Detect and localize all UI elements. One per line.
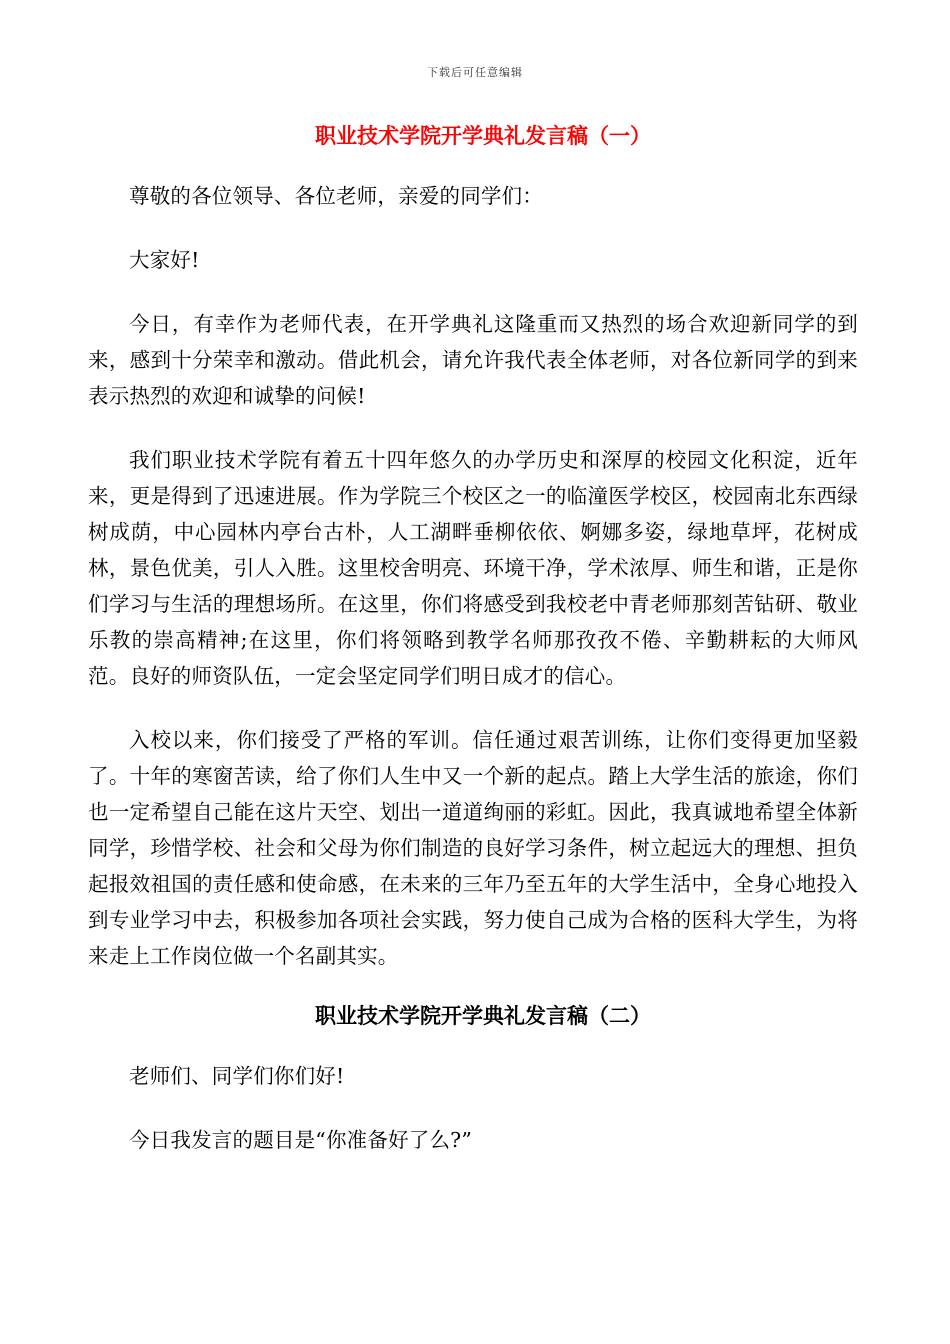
section1-salutation: 尊敬的各位领导、各位老师，亲爱的同学们：: [129, 184, 543, 208]
section2-greeting: 老师们、同学们你们好!: [129, 1064, 345, 1088]
section2-topic: 今日我发言的题目是“你准备好了么?”: [129, 1128, 473, 1152]
section1-paragraph-campus: 我们职业技术学院有着五十四年悠久的办学历史和深厚的校园文化积淀，近年来，更是得到了迅速进展。作为学院三个校区之一的临潼医学校区，校园南北东西绿树成荫，中心园林内亭台古朴，人工湖畔垂柳依依、婀娜多姿，绿地草坪，花树成林，景色优美，引人入胜。这里校舍明亮、环境干净，学术浓厚、师生和谐，正是你们学习与生活的理想场所。在这里，你们将感受到我校老中青老师那刻苦钻研、敬业乐教的崇高精神;在这里，你们将领略到教学名师那孜孜不倦、辛勤耕耘的大师风范。良好的师资队伍，一定会坚定同学们明日成才的信心。: [88, 448, 858, 688]
section1-greeting: 大家好!: [129, 248, 200, 272]
section1-paragraph-welcome: 今日，有幸作为老师代表，在开学典礼这隆重而又热烈的场合欢迎新同学的到来，感到十分荣幸和激动。借此机会，请允许我代表全体老师，对各位新同学的到来表示热烈的欢迎和诚挚的问候!: [88, 312, 858, 408]
section1-paragraph-hopes: 入校以来，你们接受了严格的军训。信任通过艰苦训练，让你们变得更加坚毅了。十年的寒窗苦读，给了你们人生中又一个新的起点。踏上大学生活的旅途，你们也一定希望自己能在这片天空、划出一道道绚丽的彩虹。因此，我真诚地希望全体新同学，珍惜学校、社会和父母为你们制造的良好学习条件，树立起远大的理想、担负起报效祖国的责任感和使命感，在未来的三年乃至五年的大学生活中，全身心地投入到专业学习中去，积极参加各项社会实践，努力使自己成为合格的医科大学生，为将来走上工作岗位做一个名副其实。: [88, 728, 858, 968]
section1-title: 职业技术学院开学典礼发言稿（一）: [315, 123, 651, 148]
section2-title: 职业技术学院开学典礼发言稿（二）: [315, 1003, 651, 1028]
document-body: [88, 116, 858, 1158]
header-note: 下载后可任意编辑: [427, 66, 523, 79]
